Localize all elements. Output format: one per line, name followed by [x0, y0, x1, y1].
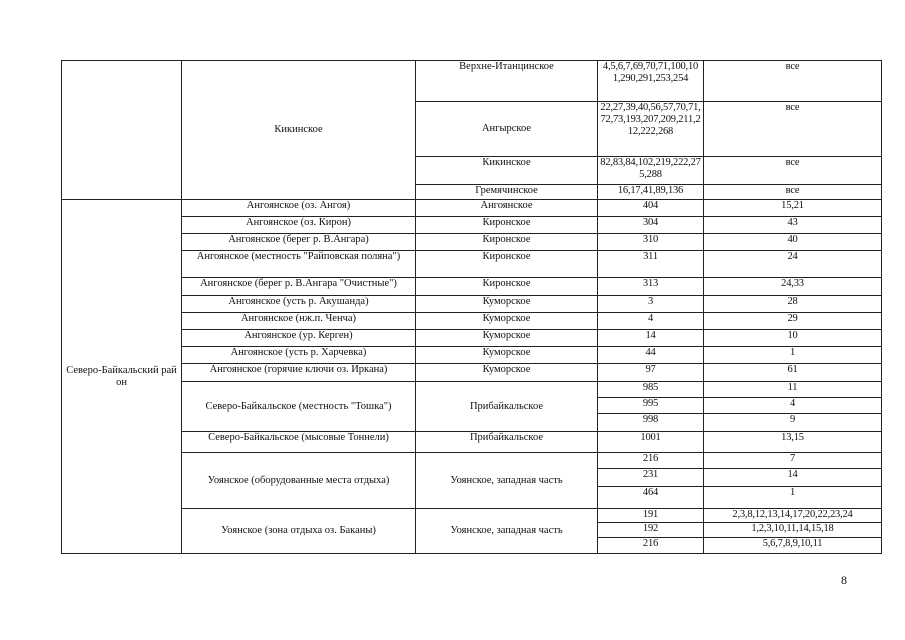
forestry-cell: Уоянское, западная часть — [416, 509, 598, 554]
parts-cell: 13,15 — [704, 432, 882, 453]
settlement-cell: Северо-Байкальское (местность "Тошка") — [182, 382, 416, 432]
table-row — [62, 251, 882, 278]
parts-cell: 28 — [704, 296, 882, 313]
parts-cell: 1,2,3,10,11,14,15,18 — [704, 523, 882, 538]
forest-areas-table — [61, 60, 882, 554]
parts-cell: 1 — [704, 487, 882, 509]
parts-cell: 5,6,7,8,9,10,11 — [704, 538, 882, 554]
parts-cell: 14 — [704, 469, 882, 487]
parts-cell: 61 — [704, 364, 882, 382]
blocks-cell: 192 — [598, 523, 704, 538]
blocks-cell: 998 — [598, 414, 704, 432]
forestry-cell: Куморское — [416, 364, 598, 382]
blocks-cell: 216 — [598, 453, 704, 469]
forestry-cell: Киронское — [416, 278, 598, 296]
district-cell: Северо-Байкальский район — [62, 200, 182, 554]
blocks-cell: 464 — [598, 487, 704, 509]
table-row — [62, 278, 882, 296]
forestry-cell: Ангырское — [416, 102, 598, 157]
parts-cell: 7 — [704, 453, 882, 469]
parts-cell: 24,33 — [704, 278, 882, 296]
district-cell — [62, 61, 182, 200]
blocks-cell: 985 — [598, 382, 704, 398]
settlement-cell: Уоянское (оборудованные места отдыха) — [182, 453, 416, 509]
settlement-cell: Ангоянское (местность "Райповская поляна") — [182, 251, 416, 278]
settlement-cell: Ангоянское (оз. Кирон) — [182, 217, 416, 234]
parts-cell: все — [704, 157, 882, 185]
forestry-cell: Кикинское — [416, 157, 598, 185]
forestry-cell: Куморское — [416, 296, 598, 313]
table-row — [62, 217, 882, 234]
table-row — [62, 347, 882, 364]
forestry-cell: Прибайкальское — [416, 382, 598, 432]
forestry-cell: Уоянское, западная часть — [416, 453, 598, 509]
parts-cell: 4 — [704, 398, 882, 414]
parts-cell: 40 — [704, 234, 882, 251]
parts-cell: 11 — [704, 382, 882, 398]
table-row — [62, 509, 882, 523]
table-row — [62, 364, 882, 382]
parts-cell: 43 — [704, 217, 882, 234]
forestry-cell: Ангоянское — [416, 200, 598, 217]
blocks-cell: 22,27,39,40,56,57,70,71,72,73,193,207,209,211,212,222,268 — [598, 102, 704, 157]
settlement-cell: Ангоянское (ур. Керген) — [182, 330, 416, 347]
blocks-cell: 3 — [598, 296, 704, 313]
parts-cell: 29 — [704, 313, 882, 330]
settlement-cell: Ангоянское (усть р. Харчевка) — [182, 347, 416, 364]
table-row — [62, 200, 882, 217]
parts-cell: все — [704, 102, 882, 157]
blocks-cell: 82,83,84,102,219,222,275,288 — [598, 157, 704, 185]
forestry-cell: Куморское — [416, 330, 598, 347]
settlement-cell: Уоянское (зона отдыха оз. Баканы) — [182, 509, 416, 554]
table-row — [62, 382, 882, 398]
table-row — [62, 234, 882, 251]
table-row — [62, 432, 882, 453]
table-row — [62, 453, 882, 469]
blocks-cell: 14 — [598, 330, 704, 347]
forestry-cell: Киронское — [416, 251, 598, 278]
blocks-cell: 304 — [598, 217, 704, 234]
table-row — [62, 330, 882, 347]
blocks-cell: 311 — [598, 251, 704, 278]
settlement-cell: Ангоянское (нж.п. Ченча) — [182, 313, 416, 330]
parts-cell: все — [704, 61, 882, 102]
parts-cell: 9 — [704, 414, 882, 432]
blocks-cell: 313 — [598, 278, 704, 296]
table-row — [62, 296, 882, 313]
parts-cell: 2,3,8,12,13,14,17,20,22,23,24 — [704, 509, 882, 523]
forestry-cell: Гремячинское — [416, 185, 598, 200]
table-row — [62, 61, 882, 102]
page-number: 8 — [841, 573, 847, 587]
blocks-cell: 44 — [598, 347, 704, 364]
table-row — [62, 313, 882, 330]
settlement-cell: Кикинское — [182, 61, 416, 200]
settlement-cell: Ангоянское (берег р. В.Ангара) — [182, 234, 416, 251]
blocks-cell: 231 — [598, 469, 704, 487]
settlement-cell: Ангоянское (усть р. Акушанда) — [182, 296, 416, 313]
settlement-cell: Северо-Байкальское (мысовые Тоннели) — [182, 432, 416, 453]
blocks-cell: 1001 — [598, 432, 704, 453]
blocks-cell: 4 — [598, 313, 704, 330]
blocks-cell: 16,17,41,89,136 — [598, 185, 704, 200]
blocks-cell: 4,5,6,7,69,70,71,100,101,290,291,253,254 — [598, 61, 704, 102]
forestry-cell: Киронское — [416, 217, 598, 234]
blocks-cell: 995 — [598, 398, 704, 414]
forestry-cell: Куморское — [416, 347, 598, 364]
parts-cell: 15,21 — [704, 200, 882, 217]
parts-cell: все — [704, 185, 882, 200]
settlement-cell: Ангоянское (берег р. В.Ангара "Очистные") — [182, 278, 416, 296]
blocks-cell: 216 — [598, 538, 704, 554]
parts-cell: 1 — [704, 347, 882, 364]
forestry-cell: Верхне-Итанцинское — [416, 61, 598, 102]
blocks-cell: 191 — [598, 509, 704, 523]
parts-cell: 10 — [704, 330, 882, 347]
forestry-cell: Куморское — [416, 313, 598, 330]
blocks-cell: 97 — [598, 364, 704, 382]
settlement-cell: Ангоянское (горячие ключи оз. Иркана) — [182, 364, 416, 382]
blocks-cell: 404 — [598, 200, 704, 217]
forestry-cell: Киронское — [416, 234, 598, 251]
forestry-cell: Прибайкальское — [416, 432, 598, 453]
blocks-cell: 310 — [598, 234, 704, 251]
parts-cell: 24 — [704, 251, 882, 278]
settlement-cell: Ангоянское (оз. Ангоя) — [182, 200, 416, 217]
